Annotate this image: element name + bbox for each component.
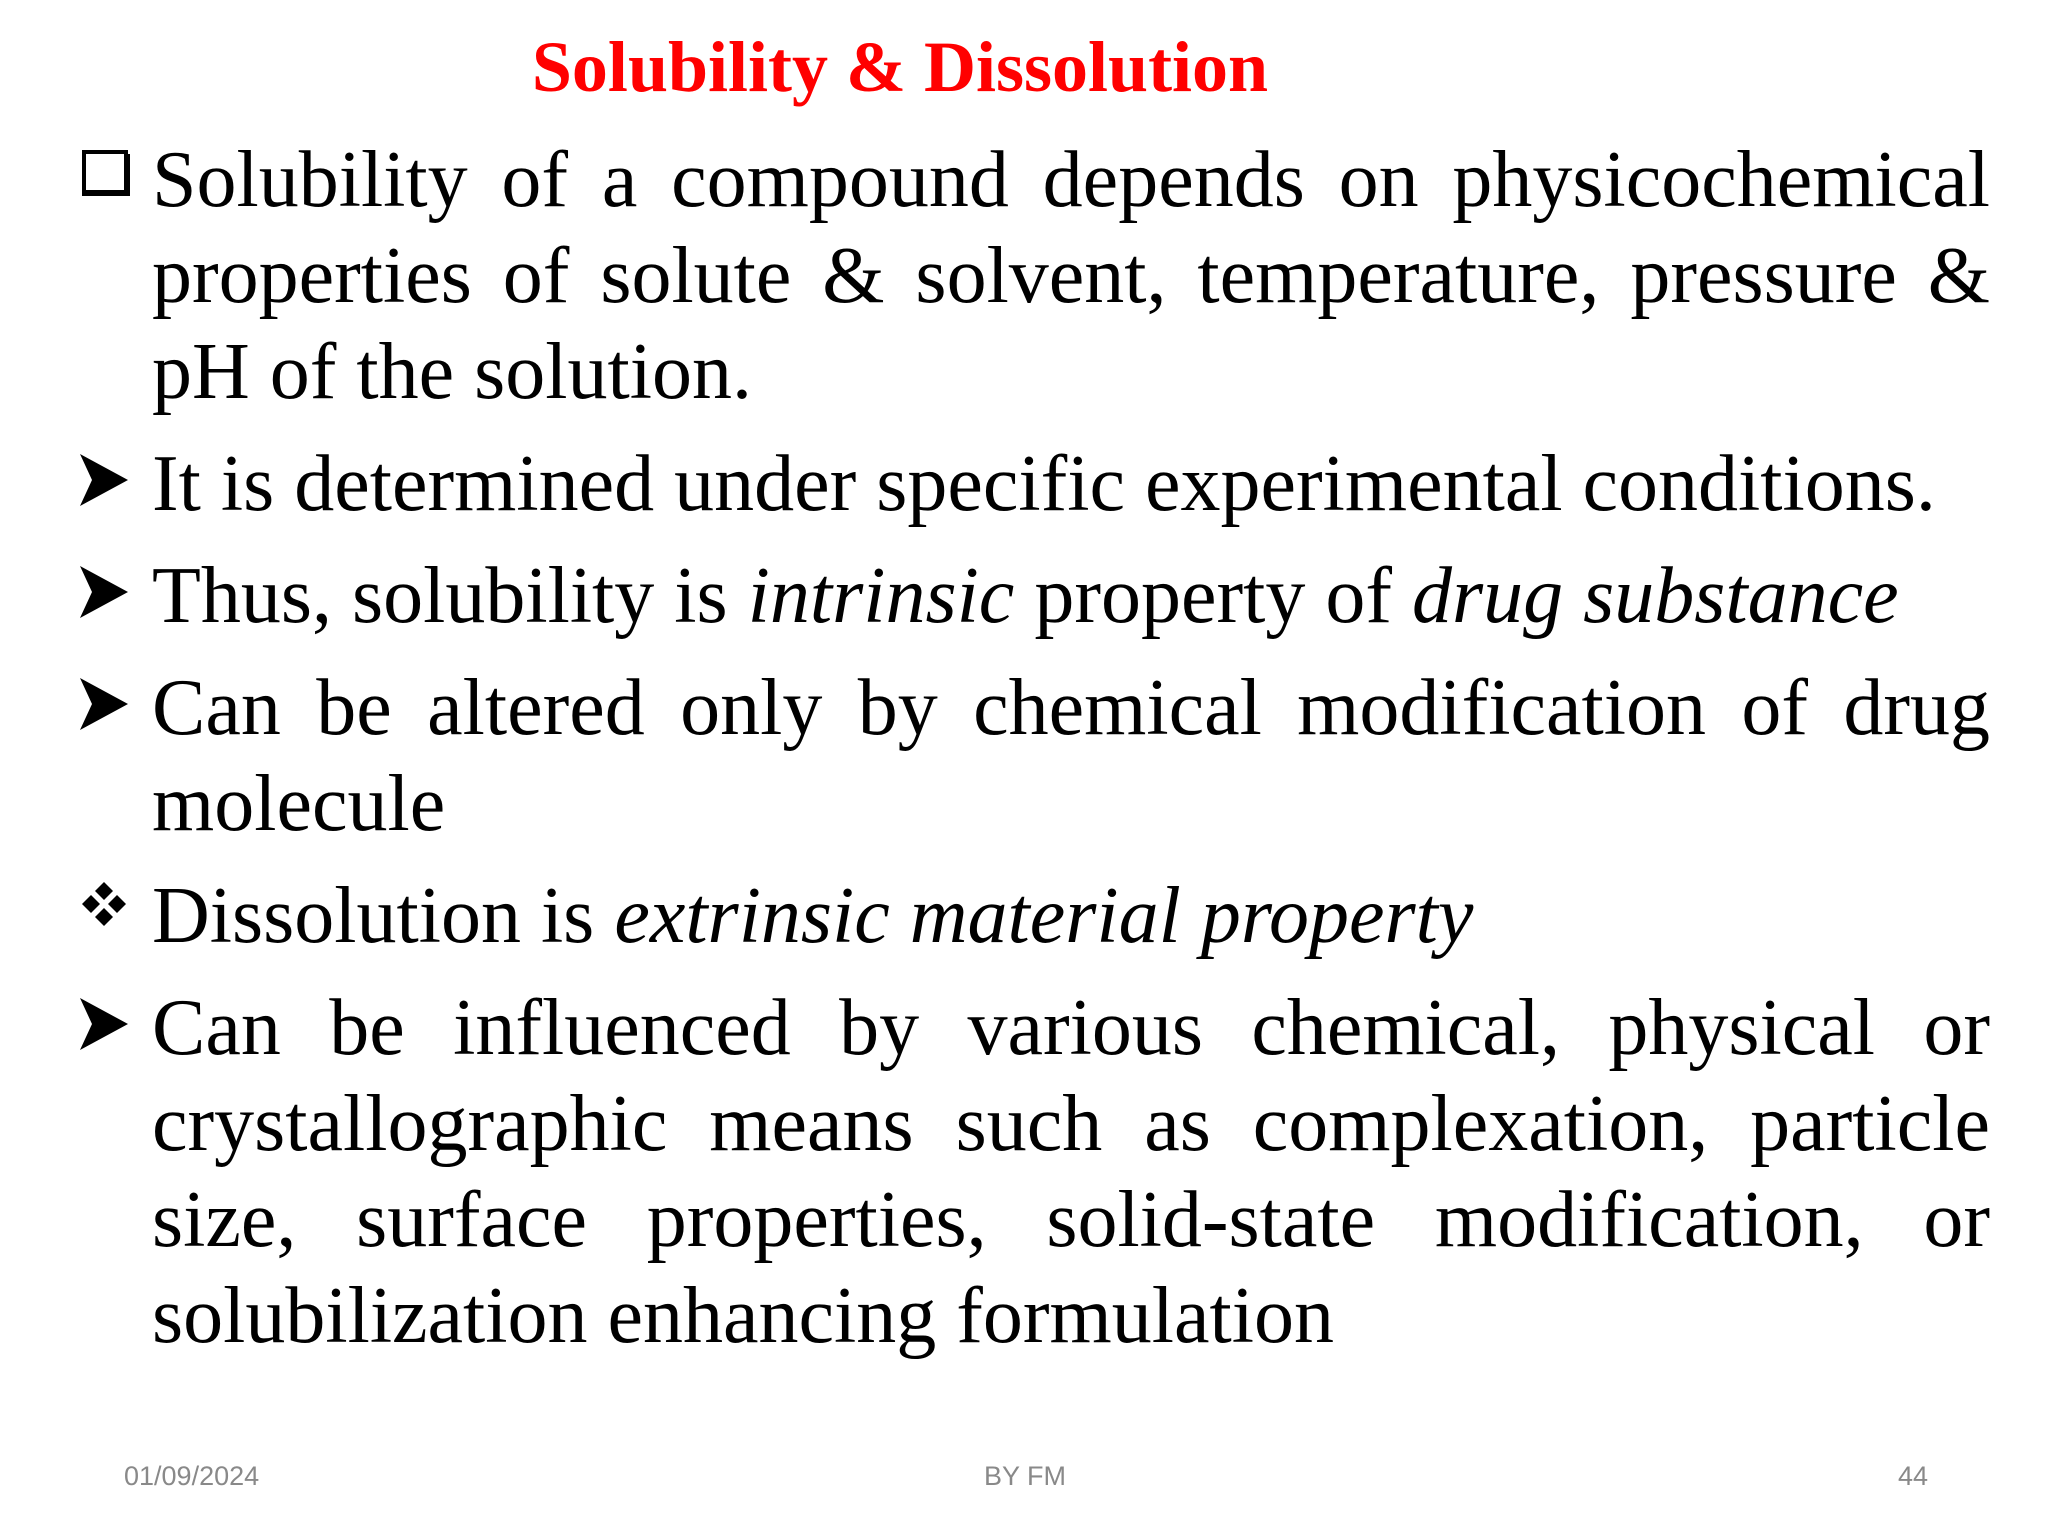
arrowhead-bullet-icon [72, 558, 136, 622]
bullet-text: Can be influenced by various chemical, physical or crystallographic means such as complexation, particle size, surface properties, solid-state modification, or solubilization enhancing formulation [152, 984, 1990, 1360]
bullet-text: It is determined under specific experimental conditions. [152, 440, 1936, 528]
bullet-text-emphasis: drug substance [1411, 552, 1899, 640]
bullet-text: Solubility of a compound depends on physicochemical properties of solute & solvent, temperature, pressure & pH of the solution. [152, 136, 1990, 416]
arrowhead-bullet-icon [72, 990, 136, 1054]
bullet-item-influenced [72, 980, 1990, 1364]
slide-title: Solubility & Dissolution [531, 27, 1269, 107]
bullet-text-part: Dissolution is [152, 872, 615, 960]
bullet-item-solubility-depends [72, 132, 1990, 420]
arrowhead-bullet-icon [72, 670, 136, 734]
bullet-item-dissolution-extrinsic [72, 868, 1990, 964]
square-bullet-icon [72, 142, 136, 206]
bullet-text-part: property of [1014, 552, 1412, 640]
bullet-text-emphasis: intrinsic [747, 552, 1015, 640]
bullet-text-part: Thus, solubility is [152, 552, 748, 640]
footer-date: 01/09/2024 [124, 1461, 260, 1491]
bullet-item-altered [72, 660, 1990, 852]
footer-author: BY FM [984, 1461, 1067, 1491]
bullet-item-intrinsic [72, 548, 1990, 644]
bullet-list [72, 132, 1990, 1380]
bullet-text: Can be altered only by chemical modification of drug molecule [152, 664, 1990, 848]
diamond-cluster-bullet-icon [72, 878, 136, 942]
slide-number: 44 [1898, 1461, 1929, 1491]
bullet-item-determined [72, 436, 1990, 532]
arrowhead-bullet-icon [72, 446, 136, 510]
bullet-text-emphasis: extrinsic material property [614, 872, 1474, 960]
